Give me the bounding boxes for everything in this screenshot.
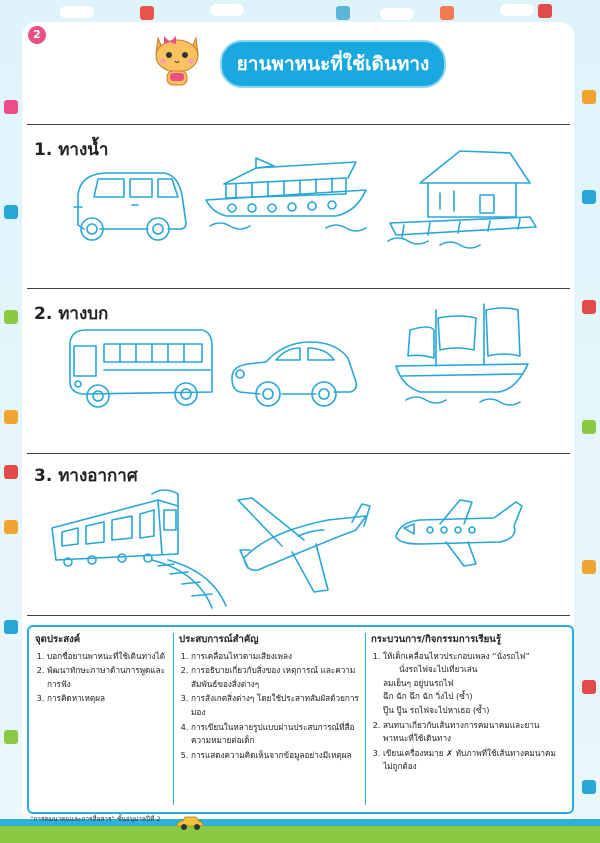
page-number: 2 (28, 26, 46, 44)
phone-icon (582, 680, 596, 694)
balloon-icon (582, 420, 596, 434)
airplane-drawing (390, 494, 526, 574)
section-divider (27, 288, 570, 289)
section-label-air: 3. ทางอากาศ (34, 466, 138, 486)
experience-item: 4. การเขียนในหลายรูปแบบผ่านประสบการณ์ที่สื่อความหมายต่อเด็ก (191, 721, 359, 748)
bus-icon (4, 100, 18, 114)
footer-text: “การคมนาคมและการสื่อสาร” ชั้นอนุบาลปีที่ 2 (30, 815, 161, 823)
chat-icon (4, 410, 18, 424)
experiences-heading: ประสบการณ์สำคัญ (179, 634, 259, 645)
balloon-icon (4, 520, 18, 534)
section-divider (27, 453, 570, 454)
boat-drawing (196, 150, 376, 235)
floating-house-drawing (380, 143, 540, 253)
car-icon (440, 6, 454, 20)
balloon-icon (582, 190, 596, 204)
objective-item: 1. บอกชื่อยานพาหนะที่ใช้เดินทางได้ (47, 650, 167, 664)
section-label-land: 2. ทางบก (34, 304, 109, 324)
column-divider (173, 633, 174, 805)
activities-column (371, 633, 563, 775)
airplane-icon (140, 6, 154, 20)
activity-item: 2. สนทนาเกี่ยวกับเส้นทางการคมนาคมและยานพาหนะที่ใช้เดินทาง (383, 719, 563, 746)
song-line: ลมเย็นๆ อยู่บนรถไฟ (383, 677, 454, 688)
balloon-icon (4, 620, 18, 634)
train-drawing (48, 480, 228, 612)
column-divider (365, 633, 366, 805)
rocket-icon (582, 560, 596, 574)
teacher-notes-box (27, 625, 574, 814)
bus-icon (4, 465, 18, 479)
activities-heading: กระบวนการ/กิจกรรมการเรียนรู้ (371, 634, 501, 645)
activity-item: 3. เขียนเครื่องหมาย ✗ ทับภาพที่ใช้เส้นทางคมนาคมไม่ถูกต้อง (383, 747, 563, 774)
song-line: นั่งรถไฟจะไปเที่ยวเล่น (399, 664, 478, 675)
experience-item: 5. การแสดงความคิดเห็นจากข้อมูลอย่างมีเหตุผล (191, 749, 359, 763)
experience-item: 3. การสังเกตสิ่งต่างๆ โดยใช้ประสาทสัมผัสด้วยการมอง (191, 692, 359, 719)
balloon-icon (582, 300, 596, 314)
ship-icon (4, 205, 18, 219)
objective-item: 2. พัฒนาทักษะภาษาด้านการพูดและการฟัง (47, 664, 167, 691)
cloud-icon (60, 6, 94, 18)
car-drawing (68, 165, 196, 245)
cloud-icon (210, 4, 244, 16)
experience-item: 1. การเคลื่อนไหวตามเสียงเพลง (191, 650, 359, 664)
grass-strip (0, 826, 600, 843)
balloon-icon (582, 780, 596, 794)
section-label-water: 1. ทางน้ำ (34, 140, 109, 160)
experience-item: 2. การอธิบายเกี่ยวกับสิ่งของ เหตุการณ์ และความสัมพันธ์ของสิ่งต่างๆ (191, 664, 359, 691)
experiences-column (179, 633, 359, 763)
bus-icon (4, 310, 18, 324)
sailboat-drawing (390, 300, 534, 412)
bus-drawing (62, 322, 218, 412)
objective-item: 3. การคิดหาเหตุผล (47, 692, 167, 706)
airplane-icon (336, 6, 350, 20)
car-icon (175, 815, 205, 831)
propeller-plane-drawing (228, 480, 376, 598)
cloud-icon (500, 4, 534, 16)
page-title: ยานพาหนะที่ใช้เดินทาง (220, 40, 446, 88)
song-line: ฉึก ฉัก ฉึก ฉัก วิ่งไป (ซ้ำ) (383, 691, 473, 702)
song-line: ปู๊น ปู๊น รถไฟจะไปหาเธอ (ซ้ำ) (383, 704, 490, 715)
section-divider (27, 615, 570, 616)
car-drawing (226, 328, 362, 418)
balloon-icon (582, 90, 596, 104)
activity-item (383, 650, 563, 718)
section-divider (27, 124, 570, 125)
objectives-column (35, 633, 167, 707)
objectives-heading: จุดประสงค์ (35, 634, 81, 645)
helicopter-icon (538, 4, 552, 18)
activity-text: ให้เด็กเคลื่อนไหวประกอบเพลง “นั่งรถไฟ” (383, 650, 530, 661)
cloud-icon (380, 8, 414, 20)
mail-icon (4, 730, 18, 744)
cat-mascot-icon (150, 28, 204, 90)
